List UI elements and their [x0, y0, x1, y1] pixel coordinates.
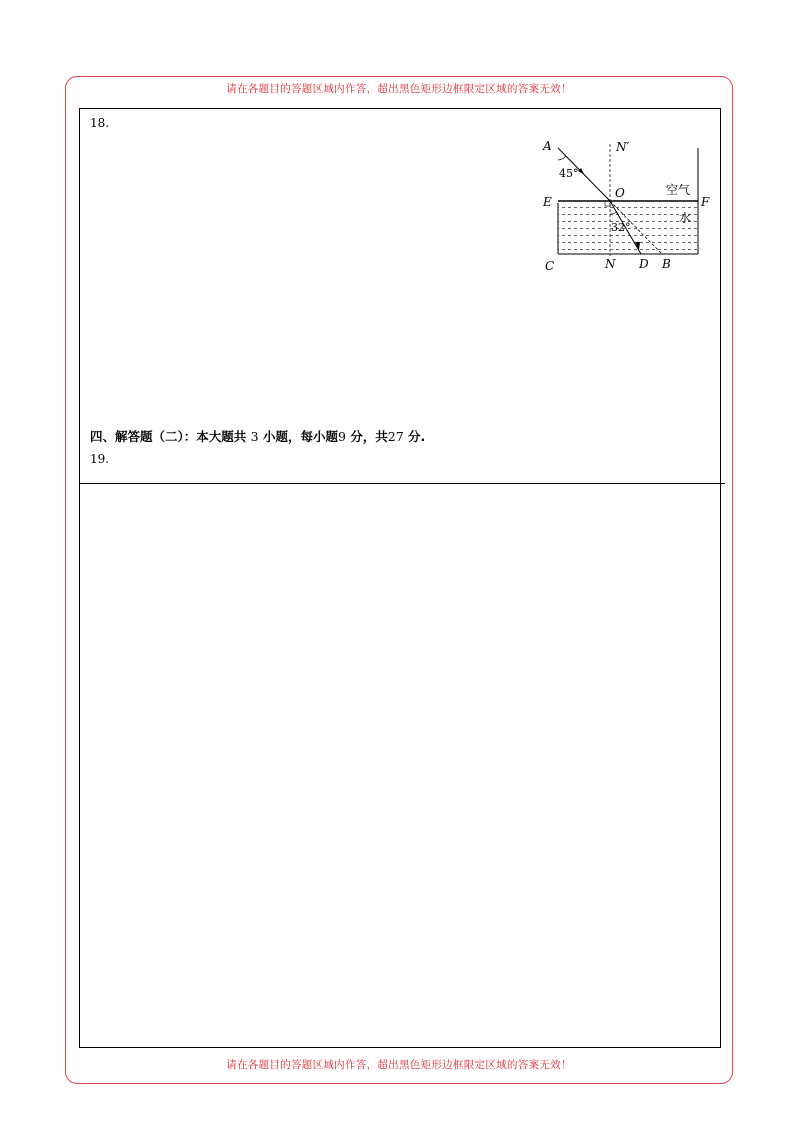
label-D: D [639, 257, 649, 271]
top-notice: 请在各题目的答题区域内作答，超出黑色矩形边框限定区域的答案无效！ [226, 83, 572, 95]
section-four-title [90, 427, 425, 445]
section-title-prefix: 四、解答题（二）：本大题共 [90, 429, 247, 444]
label-N: N [605, 257, 616, 271]
section-title-mid2: 分，共 [350, 429, 388, 444]
section-points-each: 9 [337, 429, 346, 444]
section-title-suffix: 分. [408, 429, 426, 444]
label-C: C [545, 259, 555, 273]
label-A: A [543, 139, 552, 153]
angle-arc-45 [558, 156, 566, 160]
question-18-number: 18. [90, 116, 110, 130]
label-N-prime: N′ [616, 140, 630, 154]
section-title-mid: 小题，每小题 [262, 429, 338, 444]
section-divider-line [79, 483, 725, 484]
label-water: 水 [679, 211, 692, 225]
section-question-count: 3 [250, 429, 259, 444]
label-F: F [701, 195, 710, 209]
question-19-number: 19. [90, 452, 110, 466]
label-B: B [662, 257, 671, 271]
label-O: O [615, 186, 625, 200]
label-angle-45: 45° [559, 167, 579, 180]
refraction-diagram [538, 134, 718, 274]
section-total-points: 27 [387, 429, 404, 444]
label-angle-32: 32° [611, 221, 631, 234]
bottom-notice: 请在各题目的答题区域内作答，超出黑色矩形边框限定区域的答案无效！ [226, 1059, 572, 1071]
label-E: E [543, 195, 552, 209]
label-air: 空气 [666, 183, 691, 197]
